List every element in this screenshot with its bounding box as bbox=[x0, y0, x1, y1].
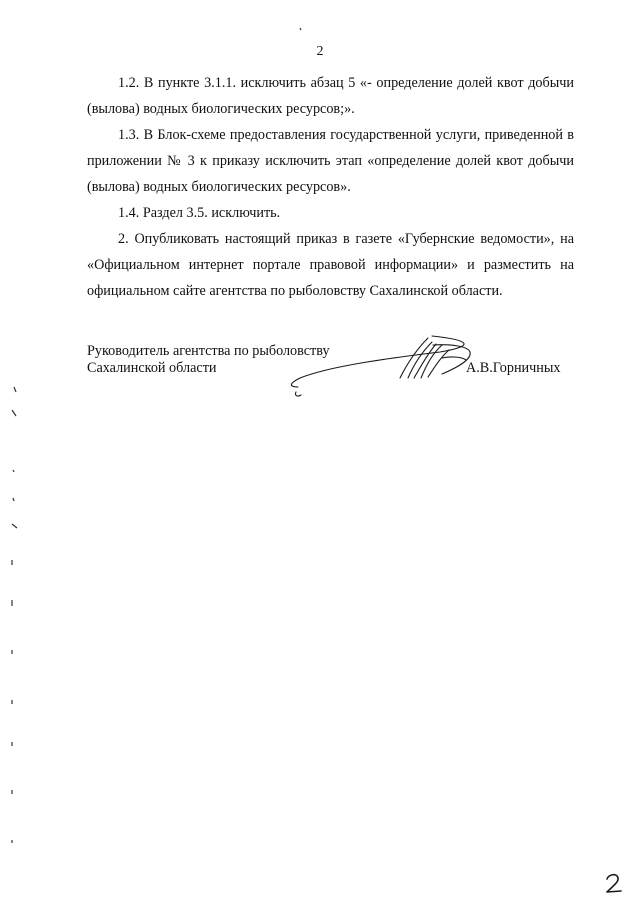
signatory-position-line-1: Руководитель агентства по рыболовству bbox=[87, 343, 330, 359]
paragraph-1-4: 1.4. Раздел 3.5. исключить. bbox=[118, 205, 281, 221]
signatory-position-line-2: Сахалинской области bbox=[87, 360, 217, 376]
paragraph-2: 2. Опубликовать настоящий приказ в газете «Губернские ведомости», на «Официальном интернет портале правовой информации» и разместить на официальном сайте агентства по рыболовству Сахалинской области. bbox=[87, 231, 574, 299]
signatory-name: А.В.Горничных bbox=[466, 360, 561, 376]
page-number: 2 bbox=[316, 44, 324, 59]
handwritten-page-number bbox=[600, 870, 630, 898]
paragraph-1-2: 1.2. В пункте 3.1.1. исключить абзац 5 «- определение долей квот добычи (вылова) водных биологических ресурсов;». bbox=[87, 75, 574, 117]
paragraph-1-3: 1.3. В Блок-схеме предоставления государственной услуги, приведенной в приложении № 3 к приказу исключить этап «определение долей квот добычи (вылова) водных биологических ресурсов». bbox=[87, 127, 574, 195]
